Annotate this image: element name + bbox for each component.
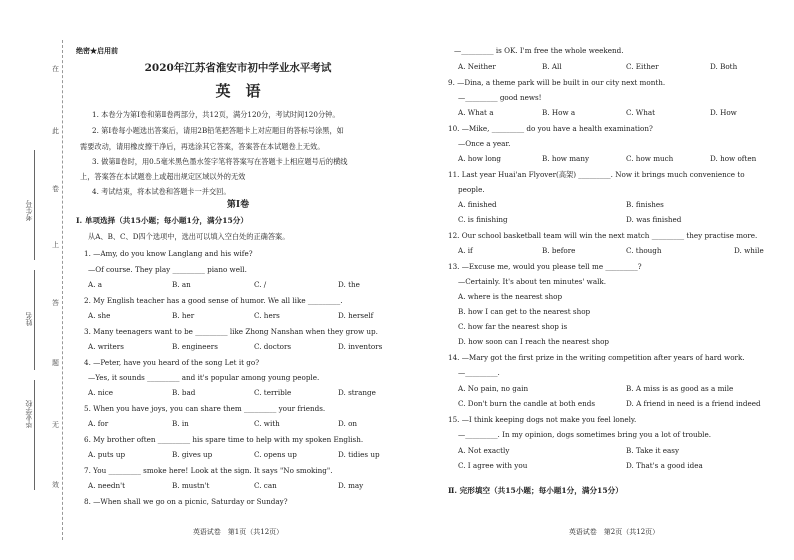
option: A. Neither bbox=[458, 62, 496, 71]
option: A. needn't bbox=[88, 481, 125, 490]
gutter-mark: 无 bbox=[52, 421, 59, 429]
option: B. bad bbox=[172, 388, 196, 397]
confidential-mark: 绝密★启用前 bbox=[76, 46, 118, 55]
question-9: 9. —Dina, a theme park will be built in our city next month. bbox=[448, 78, 666, 87]
note-line: 2. 第Ⅰ卷每小题选出答案后，请用2B铅笔把答题卡上对应题目的答标号涂黑，如 bbox=[92, 126, 344, 135]
option: A. puts up bbox=[88, 450, 126, 459]
option: B. before bbox=[542, 246, 576, 255]
option: D. may bbox=[338, 481, 364, 490]
option: A. if bbox=[458, 246, 473, 255]
option: C. is finishing bbox=[458, 215, 508, 224]
gutter-mark: 在 bbox=[52, 65, 59, 73]
part-title: 第Ⅰ卷 bbox=[226, 200, 250, 210]
question-2: 2. My English teacher has a good sense of humor. We all like _________. bbox=[84, 296, 343, 305]
option: A. Not exactly bbox=[458, 446, 510, 455]
option: B. mustn't bbox=[172, 481, 210, 490]
option: B. her bbox=[172, 311, 195, 320]
option: C. doctors bbox=[254, 342, 292, 351]
option: D. how often bbox=[710, 154, 757, 163]
question-5: 5. When you have joys, you can share them _________ your friends. bbox=[84, 404, 326, 413]
option: B. How a bbox=[542, 108, 576, 117]
option: C. though bbox=[626, 246, 662, 255]
option: C. with bbox=[254, 419, 280, 428]
note-line: 4. 考试结束，将本试卷和答题卡一并交回。 bbox=[92, 187, 231, 196]
option: B. A miss is as good as a mile bbox=[626, 384, 734, 393]
option: B. gives up bbox=[172, 450, 213, 459]
field-label-school: 毕业学校 bbox=[25, 400, 33, 428]
field-line bbox=[34, 380, 35, 490]
question-13: 13. —Excuse me, would you please tell me _________? bbox=[448, 262, 642, 271]
option: D. How bbox=[710, 108, 737, 117]
question-4-reply: —Yes, it sounds _________ and it's popular among young people. bbox=[88, 373, 320, 382]
option: A. nice bbox=[88, 388, 113, 397]
note-line: 3. 做第Ⅱ卷时，用0.5毫米黑色墨水签字笔将答案写在答题卡上相应题号后的横线 bbox=[92, 157, 348, 166]
option: C. I agree with you bbox=[458, 461, 528, 470]
option: D. how soon can I reach the nearest shop bbox=[458, 337, 610, 346]
cut-line bbox=[62, 40, 63, 540]
question-11-cont: people. bbox=[458, 185, 485, 194]
option: B. in bbox=[172, 419, 189, 428]
page-footer: 英语试卷 第2页（共12页） bbox=[568, 528, 660, 536]
option: A. No pain, no gain bbox=[458, 384, 529, 393]
option: C. hers bbox=[254, 311, 280, 320]
option: A. for bbox=[88, 419, 109, 428]
page-footer: 英语试卷 第1页（共12页） bbox=[192, 528, 284, 536]
option: A. writers bbox=[88, 342, 124, 351]
section-instructions: 从A、B、C、D四个选项中，选出可以填入空白处的正确答案。 bbox=[88, 232, 290, 241]
question-13-reply: —Certainly. It's about ten minutes' walk. bbox=[458, 277, 607, 286]
option: D. Both bbox=[710, 62, 738, 71]
right-page bbox=[444, 0, 784, 560]
option: C. terrible bbox=[254, 388, 292, 397]
question-15: 15. —I think keeping dogs not make you feel lonely. bbox=[448, 415, 637, 424]
option: C. What bbox=[626, 108, 656, 117]
gutter-mark: 效 bbox=[52, 481, 59, 489]
option: C. opens up bbox=[254, 450, 297, 459]
field-label-student-no: 考生号 bbox=[25, 200, 33, 221]
question-15-reply: —_________. In my opinion, dogs sometimes bring you a lot of trouble. bbox=[458, 430, 712, 439]
option: C. how far the nearest shop is bbox=[458, 322, 568, 331]
note-line: 需要改动，请用橡皮擦干净后，再选涂其它答案，答案答在本试题卷上无效。 bbox=[80, 142, 325, 151]
option: D. the bbox=[338, 280, 360, 289]
question-7: 7. You _________ smoke here! Look at the sign. It says "No smoking". bbox=[84, 466, 333, 475]
question-8-reply: —_________ is OK. I'm free the whole weekend. bbox=[454, 46, 624, 55]
option: B. All bbox=[542, 62, 562, 71]
option: D. tidies up bbox=[338, 450, 380, 459]
section-title: Ⅰ. 单项选择（共15小题；每小题1分，满分15分） bbox=[76, 216, 248, 225]
note-line: 上，答案答在本试题卷上或超出规定区域以外的无效 bbox=[80, 172, 246, 181]
option: A. a bbox=[88, 280, 103, 289]
subject-title: 英 语 bbox=[215, 82, 261, 100]
question-14: 14. —Mary got the first prize in the writing competition after years of hard work. bbox=[448, 353, 745, 362]
exam-title: 2020年江苏省淮安市初中学业水平考试 bbox=[144, 62, 332, 74]
option: D. was finished bbox=[626, 215, 682, 224]
option: C. how much bbox=[626, 154, 674, 163]
option: B. how many bbox=[542, 154, 590, 163]
question-10-reply: —Once a year. bbox=[458, 139, 511, 148]
option: B. Take it easy bbox=[626, 446, 680, 455]
section-title: Ⅱ. 完形填空（共15小题；每小题1分，满分15分） bbox=[448, 486, 623, 495]
option: A. What a bbox=[458, 108, 494, 117]
gutter-mark: 卷 bbox=[52, 185, 59, 193]
option: C. Don't burn the candle at both ends bbox=[458, 399, 596, 408]
question-14-reply: —_________. bbox=[458, 368, 500, 377]
gutter-mark: 答 bbox=[52, 299, 59, 307]
option: D. strange bbox=[338, 388, 376, 397]
note-line: 1. 本卷分为第Ⅰ卷和第Ⅱ卷两部分，共12页，满分120分，考试时间120分钟。 bbox=[92, 110, 340, 119]
option: D. on bbox=[338, 419, 358, 428]
option: A. where is the nearest shop bbox=[458, 292, 563, 301]
option: C. Either bbox=[626, 62, 659, 71]
option: B. how I can get to the nearest shop bbox=[458, 307, 591, 316]
question-1: 1. —Amy, do you know Langlang and his wife? bbox=[84, 249, 253, 258]
option: A. she bbox=[88, 311, 111, 320]
field-label-name: 姓名 bbox=[25, 312, 33, 326]
question-8: 8. —When shall we go on a picnic, Saturday or Sunday? bbox=[84, 497, 288, 506]
option: D. inventors bbox=[338, 342, 383, 351]
option: A. finished bbox=[458, 200, 497, 209]
field-line bbox=[34, 270, 35, 370]
gutter-mark: 上 bbox=[52, 241, 59, 249]
option: C. / bbox=[254, 280, 267, 289]
question-10: 10. —Mike, _________ do you have a health examination? bbox=[448, 124, 653, 133]
option: D. while bbox=[734, 246, 764, 255]
option: B. finishes bbox=[626, 200, 664, 209]
option: B. engineers bbox=[172, 342, 218, 351]
question-12: 12. Our school basketball team will win the next match _________ they practise more. bbox=[448, 231, 758, 240]
gutter-mark: 此 bbox=[52, 127, 59, 135]
question-3: 3. Many teenagers want to be _________ like Zhong Nanshan when they grow up. bbox=[84, 327, 378, 336]
option: B. an bbox=[172, 280, 191, 289]
option: D. That's a good idea bbox=[626, 461, 703, 470]
left-page bbox=[68, 0, 408, 560]
question-4: 4. —Peter, have you heard of the song Let it go? bbox=[84, 358, 260, 367]
field-line bbox=[34, 150, 35, 260]
gutter-mark: 题 bbox=[52, 359, 59, 367]
option: C. can bbox=[254, 481, 277, 490]
question-6: 6. My brother often _________ his spare time to help with my spoken English. bbox=[84, 435, 364, 444]
question-1-reply: —Of course. They play _________ piano well. bbox=[88, 265, 247, 274]
option: D. A friend in need is a friend indeed bbox=[626, 399, 761, 408]
question-9-reply: —_________ good news! bbox=[458, 93, 542, 102]
option: A. how long bbox=[458, 154, 502, 163]
option: D. herself bbox=[338, 311, 374, 320]
question-11: 11. Last year Huai'an Flyover(高架) _________. Now it brings much convenience to bbox=[448, 170, 745, 179]
